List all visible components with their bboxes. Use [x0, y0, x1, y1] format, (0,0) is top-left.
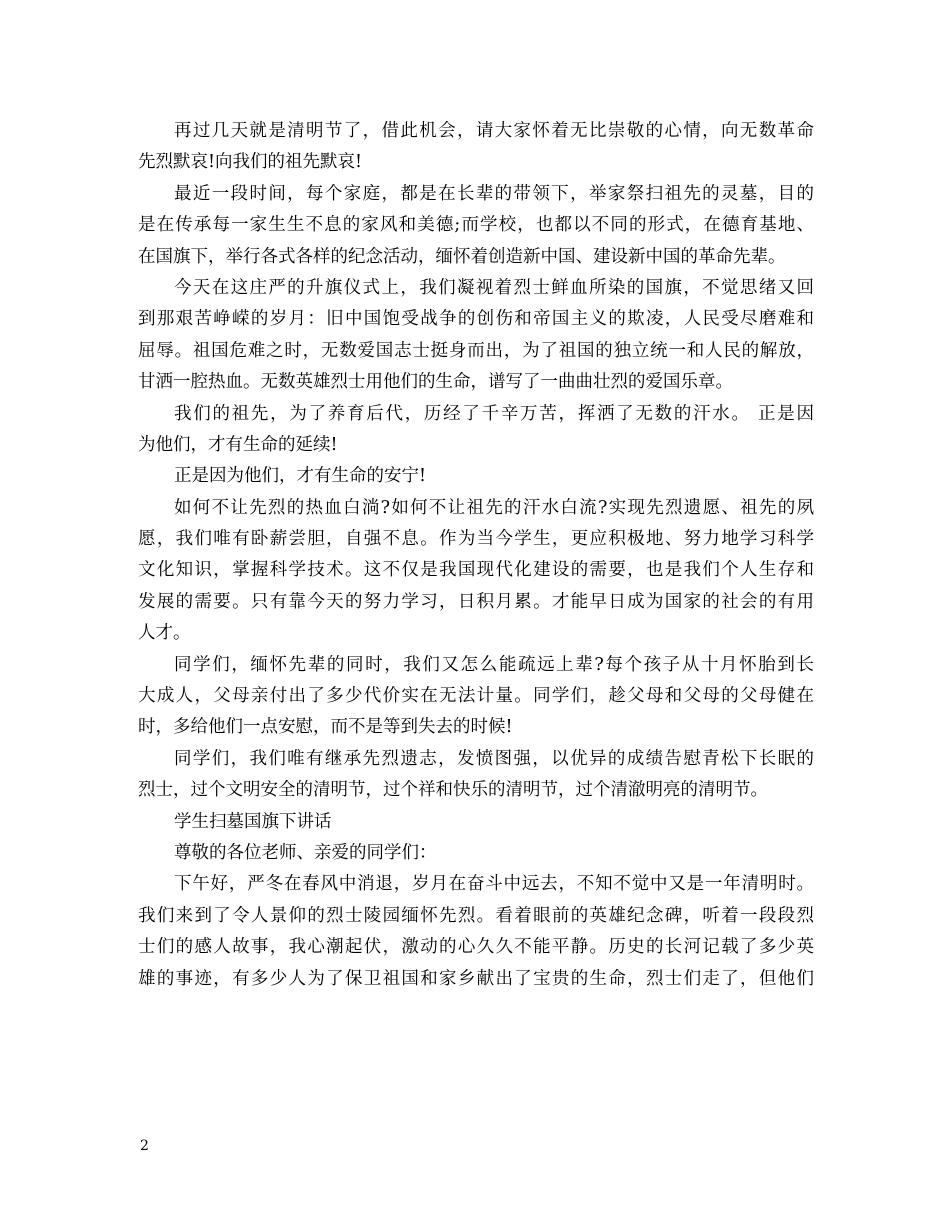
page-number: 2	[140, 1138, 149, 1154]
text-line: 我们的祖先，为了养育后代，历经了千辛万苦，挥洒了无数的汗水。 正是因	[174, 403, 814, 424]
text-line: 同学们，缅怀先辈的同时，我们又怎么能疏远上辈?每个孩子从十月怀胎到长	[174, 654, 814, 675]
text-line: 正是因为他们，才有生命的安宁!	[174, 466, 427, 487]
text-line: 为他们，才有生命的延续!	[138, 434, 338, 455]
text-line: 文化知识，掌握科学技术。这不仅是我国现代化建设的需要，也是我们个人生存和	[138, 560, 814, 581]
text-line: 如何不让先烈的热血白淌?如何不让祖先的汗水白流?实现先烈遗愿、祖先的夙	[174, 497, 814, 518]
text-line: 士们的感人故事，我心潮起伏，激动的心久久不能平静。历史的长河记载了多少英	[138, 937, 814, 958]
text-line: 雄的事迹，有多少人为了保卫祖国和家乡献出了宝贵的生命，烈士们走了，但他们	[138, 968, 814, 989]
text-line: 尊敬的各位老师、亲爱的同学们：	[174, 842, 437, 863]
text-line: 最近一段时间，每个家庭，都是在长辈的带领下，举家祭扫祖先的灵墓，目的	[174, 183, 814, 204]
text-line: 再过几天就是清明节了，借此机会，请大家怀着无比崇敬的心情，向无数革命	[174, 121, 814, 141]
text-line: 大成人，父母亲付出了多少代价实在无法计量。同学们，趁父母和父母的父母健在	[138, 686, 814, 707]
text-line: 到那艰苦峥嵘的岁月：旧中国饱受战争的创伤和帝国主义的欺凌，人民受尽磨难和	[138, 309, 814, 330]
text-line: 屈辱。祖国危难之时，无数爱国志士挺身而出，为了祖国的独立统一和人民的解放，	[138, 340, 814, 361]
text-line: 是在传承每一家生生不息的家风和美德;而学校，也都以不同的形式，在德育基地、	[138, 215, 814, 236]
text-line: 时，多给他们一点安慰，而不是等到失去的时候!	[138, 717, 513, 738]
text-line: 发展的需要。只有靠今天的努力学习，日积月累。才能早日成为国家的社会的有用	[138, 591, 814, 612]
text-line: 人才。	[138, 623, 191, 644]
text-line: 同学们，我们唯有继承先烈遗志，发愤图强，以优异的成绩告慰青松下长眠的	[174, 748, 814, 769]
text-line: 我们来到了令人景仰的烈士陵园缅怀先烈。看着眼前的英雄纪念碑，听着一段段烈	[138, 905, 814, 926]
text-line: 烈士，过个文明安全的清明节，过个祥和快乐的清明节，过个清澈明亮的清明节。	[138, 780, 768, 801]
text-line: 学生扫墓国旗下讲话	[174, 811, 332, 832]
text-line: 在国旗下，举行各式各样的纪念活动，缅怀着创造新中国、建设新中国的革命先辈。	[138, 246, 786, 267]
text-line: 下午好，严冬在春风中消退，岁月在奋斗中远去，不知不觉中又是一年清明时。	[174, 874, 814, 895]
text-line: 甘洒一腔热血。无数英雄烈士用他们的生命，谱写了一曲曲壮烈的爱国乐章。	[138, 372, 733, 393]
text-line: 今天在这庄严的升旗仪式上，我们凝视着烈士鲜血所染的国旗，不觉思绪又回	[174, 277, 814, 298]
text-line: 愿，我们唯有卧薪尝胆，自强不息。作为当今学生，更应积极地、努力地学习科学	[138, 529, 814, 550]
text-line: 先烈默哀!向我们的祖先默哀!	[138, 152, 363, 173]
body-text	[138, 116, 814, 995]
